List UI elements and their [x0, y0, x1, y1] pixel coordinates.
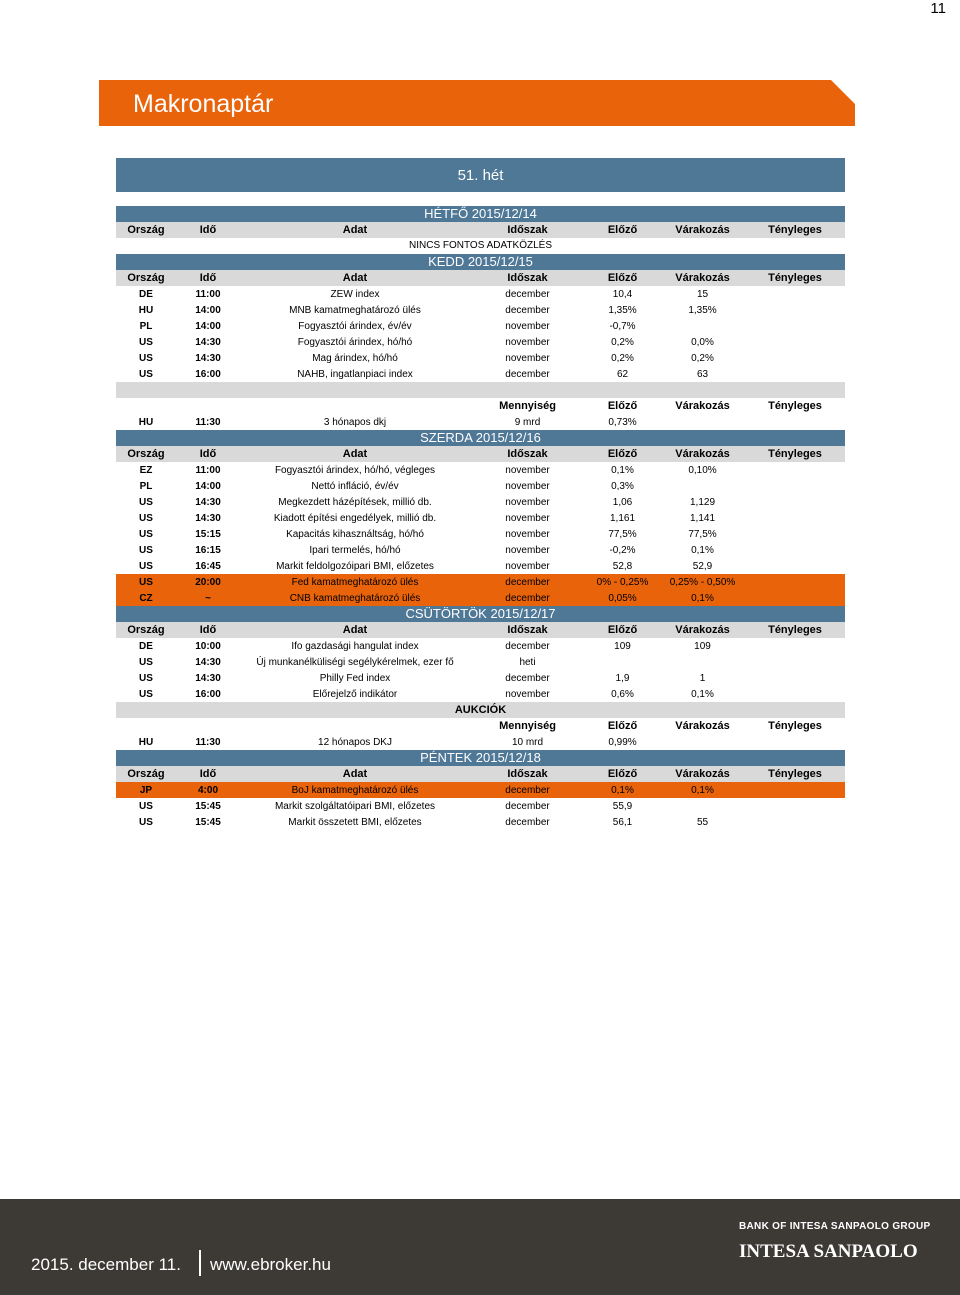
header-expected: Várakozás	[675, 768, 730, 780]
cell-country: US	[139, 688, 153, 700]
cell-time: 14:00	[195, 304, 221, 316]
table-row	[116, 478, 845, 494]
table-row	[116, 558, 845, 574]
header-quantity: Mennyiség	[499, 720, 556, 732]
table-row	[116, 638, 845, 654]
table-row	[116, 510, 845, 526]
cell-time: 11:30	[195, 736, 221, 748]
cell-previous: 55,9	[612, 800, 633, 812]
cell-country: HU	[138, 416, 154, 428]
cell-indicator: CNB kamatmeghatározó ülés	[289, 592, 421, 604]
header-expected: Várakozás	[675, 400, 730, 412]
cell-previous: 0,1%	[611, 464, 634, 476]
cell-indicator: ZEW index	[330, 288, 380, 300]
day-title-friday: PÉNTEK 2015/12/18	[116, 750, 845, 766]
cell-time: 14:30	[195, 352, 221, 364]
cell-expected: 1,141	[689, 512, 716, 524]
cell-indicator: 12 hónapos DKJ	[318, 736, 392, 748]
cell-time: 14:30	[195, 336, 221, 348]
page-footer	[0, 1199, 960, 1295]
cell-expected: 1,129	[689, 496, 716, 508]
cell-time: 14:30	[195, 656, 221, 668]
header-country: Ország	[127, 624, 165, 636]
footer-date: 2015. december 11.	[31, 1255, 181, 1274]
table-row	[116, 782, 845, 798]
cell-expected: 52,9	[692, 560, 713, 572]
header-period: Időszak	[507, 224, 548, 236]
cell-country: US	[139, 352, 153, 364]
cell-previous: 0% - 0,25%	[596, 576, 649, 588]
cell-time: 20:00	[195, 576, 221, 588]
cell-country: US	[139, 800, 153, 812]
macro-calendar-table	[116, 158, 845, 830]
cell-previous: 62	[616, 368, 629, 380]
cell-previous: 0,3%	[611, 480, 634, 492]
table-row	[116, 366, 845, 382]
header-country: Ország	[127, 272, 165, 284]
banner-corner-fold	[831, 80, 855, 104]
cell-indicator: Markit összetett BMI, előzetes	[288, 816, 422, 828]
cell-previous: -0,7%	[609, 320, 636, 332]
intesa-sanpaolo-logo	[739, 1237, 929, 1263]
no-data-note: NINCS FONTOS ADATKÖZLÉS	[409, 240, 552, 251]
header-country: Ország	[127, 768, 165, 780]
cell-expected: 1,35%	[688, 304, 717, 316]
cell-indicator: Megkezdett házépítések, millió db.	[278, 496, 432, 508]
table-row	[116, 814, 845, 830]
cell-expected: 0,2%	[691, 352, 714, 364]
cell-country: CZ	[139, 592, 153, 604]
header-actual: Tényleges	[768, 272, 822, 284]
cell-country: US	[139, 560, 153, 572]
cell-period: november	[505, 496, 550, 508]
cell-indicator: Fed kamatmeghatározó ülés	[291, 576, 419, 588]
cell-indicator: 3 hónapos dkj	[323, 416, 387, 428]
cell-expected: 15	[696, 288, 709, 300]
header-data: Adat	[342, 448, 368, 460]
cell-previous: 1,161	[609, 512, 636, 524]
cell-previous: 0,73%	[608, 416, 637, 428]
cell-indicator: MNB kamatmeghatározó ülés	[289, 304, 421, 316]
cell-previous: 0,2%	[611, 352, 634, 364]
cell-time: 14:30	[195, 496, 221, 508]
cell-indicator: Új munkanélküliségi segélykérelmek, ezer fő	[256, 656, 454, 668]
column-header-row	[116, 222, 845, 238]
cell-period: december	[505, 800, 550, 812]
cell-expected: 77,5%	[688, 528, 717, 540]
cell-indicator: Előrejelző indikátor	[312, 688, 398, 700]
cell-time: 11:00	[195, 288, 221, 300]
cell-indicator: Fogyasztói árindex, hó/hó	[297, 336, 413, 348]
header-time: Idő	[199, 448, 217, 460]
cell-previous: 56,1	[612, 816, 633, 828]
cell-indicator: BoJ kamatmeghatározó ülés	[291, 784, 419, 796]
cell-previous: 1,06	[612, 496, 633, 508]
cell-expected: 63	[696, 368, 709, 380]
footer-url[interactable]: www.ebroker.hu	[210, 1255, 331, 1274]
cell-period: december	[505, 304, 550, 316]
cell-country: JP	[139, 784, 153, 796]
table-row	[116, 414, 845, 430]
cell-country: US	[139, 368, 153, 380]
cell-country: HU	[138, 304, 154, 316]
header-actual: Tényleges	[768, 400, 822, 412]
table-row	[116, 542, 845, 558]
cell-country: PL	[139, 480, 153, 492]
cell-country: HU	[138, 736, 154, 748]
cell-indicator: Markit szolgáltatóipari BMI, előzetes	[274, 800, 436, 812]
column-header-row	[116, 446, 845, 462]
cell-period: november	[505, 512, 550, 524]
cell-time: 14:00	[195, 480, 221, 492]
header-expected: Várakozás	[675, 224, 730, 236]
table-row	[116, 302, 845, 318]
cell-indicator: Fogyasztói árindex, év/év	[298, 320, 412, 332]
cell-time: 15:15	[195, 528, 221, 540]
cell-period: november	[505, 352, 550, 364]
day-title-thursday: CSÜTÖRTÖK 2015/12/17	[116, 606, 845, 622]
logo-text: INTESA SANPAOLO	[739, 1241, 918, 1262]
cell-indicator: Ipari termelés, hó/hó	[309, 544, 401, 556]
header-country: Ország	[127, 448, 165, 460]
header-previous: Előző	[607, 624, 638, 636]
table-row	[116, 574, 845, 590]
header-expected: Várakozás	[675, 448, 730, 460]
cell-period: december	[505, 368, 550, 380]
cell-country: US	[139, 512, 153, 524]
cell-country: US	[139, 336, 153, 348]
column-header-row	[116, 766, 845, 782]
footer-separator	[199, 1250, 201, 1276]
cell-time: 14:30	[195, 672, 221, 684]
auction-section-label: AUKCIÓK	[116, 702, 845, 718]
header-period: Időszak	[507, 768, 548, 780]
cell-expected: 55	[696, 816, 709, 828]
cell-country: US	[139, 496, 153, 508]
cell-expected: 0,10%	[688, 464, 717, 476]
bank-group-label: BANK OF INTESA SANPAOLO GROUP	[739, 1221, 931, 1232]
header-data: Adat	[342, 624, 368, 636]
cell-period: heti	[519, 656, 536, 668]
cell-previous: 52,8	[612, 560, 633, 572]
cell-country: DE	[139, 640, 153, 652]
friday-rows	[116, 782, 845, 830]
cell-indicator: Markit feldolgozóipari BMI, előzetes	[276, 560, 434, 572]
cell-time: 16:15	[195, 544, 221, 556]
cell-previous: 10,4	[612, 288, 633, 300]
page-number: 11	[930, 0, 946, 17]
header-data: Adat	[342, 768, 368, 780]
header-time: Idő	[199, 272, 217, 284]
header-previous: Előző	[607, 768, 638, 780]
header-previous: Előző	[607, 448, 638, 460]
header-actual: Tényleges	[768, 768, 822, 780]
cell-period: december	[505, 288, 550, 300]
cell-indicator: NAHB, ingatlanpiaci index	[297, 368, 413, 380]
header-previous: Előző	[607, 720, 638, 732]
header-period: Időszak	[507, 448, 548, 460]
wednesday-rows	[116, 462, 845, 606]
cell-period: november	[505, 560, 550, 572]
cell-time: 10:00	[195, 640, 221, 652]
cell-period: december	[505, 640, 550, 652]
cell-previous: 0,2%	[611, 336, 634, 348]
cell-time: 16:45	[195, 560, 221, 572]
cell-period: 9 mrd	[514, 416, 541, 428]
header-actual: Tényleges	[768, 624, 822, 636]
cell-previous: 77,5%	[608, 528, 637, 540]
table-row	[116, 494, 845, 510]
spacer	[116, 192, 845, 206]
banner-title: Makronaptár	[133, 90, 274, 118]
cell-previous: 0,1%	[611, 784, 634, 796]
cell-previous: 0,6%	[611, 688, 634, 700]
cell-time: 4:00	[197, 784, 218, 796]
header-actual: Tényleges	[768, 720, 822, 732]
cell-time: 14:00	[195, 320, 221, 332]
cell-expected: 109	[694, 640, 711, 652]
cell-expected: 0,1%	[691, 784, 714, 796]
cell-period: november	[505, 336, 550, 348]
week-title: 51. hét	[116, 158, 845, 192]
cell-time: 15:45	[195, 800, 221, 812]
header-expected: Várakozás	[675, 624, 730, 636]
header-quantity: Mennyiség	[499, 400, 556, 412]
section-banner	[99, 80, 855, 126]
table-row	[116, 686, 845, 702]
cell-indicator: Nettó infláció, év/év	[311, 480, 399, 492]
cell-indicator: Mag árindex, hó/hó	[312, 352, 398, 364]
table-row	[116, 334, 845, 350]
cell-previous: 0,05%	[608, 592, 637, 604]
cell-previous: 109	[614, 640, 631, 652]
column-header-row	[116, 270, 845, 286]
cell-period: december	[505, 816, 550, 828]
cell-previous: -0,2%	[609, 544, 636, 556]
cell-previous: 1,35%	[608, 304, 637, 316]
cell-time: 14:30	[195, 512, 221, 524]
table-row	[116, 798, 845, 814]
header-actual: Tényleges	[768, 224, 822, 236]
cell-country: PL	[139, 320, 153, 332]
header-time: Idő	[199, 224, 217, 236]
cell-time: 16:00	[195, 368, 221, 380]
cell-expected: 0,1%	[691, 592, 714, 604]
cell-period: 10 mrd	[511, 736, 544, 748]
table-row	[116, 286, 845, 302]
cell-period: november	[505, 528, 550, 540]
table-row	[116, 350, 845, 366]
cell-time: 11:30	[195, 416, 221, 428]
cell-indicator: Kiadott építési engedélyek, millió db.	[273, 512, 437, 524]
cell-period: december	[505, 592, 550, 604]
cell-country: US	[139, 528, 153, 540]
auction-header-row	[116, 398, 845, 414]
cell-time: 15:45	[195, 816, 221, 828]
cell-period: december	[505, 672, 550, 684]
header-expected: Várakozás	[675, 720, 730, 732]
cell-previous: 0,99%	[608, 736, 637, 748]
cell-period: november	[505, 320, 550, 332]
cell-expected: 0,0%	[691, 336, 714, 348]
table-row	[116, 654, 845, 670]
tuesday-auction-rows	[116, 414, 845, 430]
header-actual: Tényleges	[768, 448, 822, 460]
cell-indicator: Philly Fed index	[319, 672, 391, 684]
cell-time: 16:00	[195, 688, 221, 700]
header-period: Időszak	[507, 624, 548, 636]
header-previous: Előző	[607, 400, 638, 412]
section-divider	[116, 382, 845, 398]
table-row	[116, 318, 845, 334]
cell-expected: 0,25% - 0,50%	[669, 576, 736, 588]
cell-indicator: Kapacitás kihasználtság, hó/hó	[286, 528, 424, 540]
cell-country: US	[139, 672, 153, 684]
header-time: Idő	[199, 624, 217, 636]
cell-period: november	[505, 688, 550, 700]
cell-time: 11:00	[195, 464, 221, 476]
table-row	[116, 590, 845, 606]
cell-country: US	[139, 544, 153, 556]
cell-expected: 1	[699, 672, 706, 684]
header-country: Ország	[127, 224, 165, 236]
cell-country: US	[139, 656, 153, 668]
cell-indicator: Fogyasztói árindex, hó/hó, végleges	[274, 464, 436, 476]
cell-country: EZ	[139, 464, 153, 476]
header-period: Időszak	[507, 272, 548, 284]
table-row	[116, 526, 845, 542]
cell-expected: 0,1%	[691, 688, 714, 700]
table-row	[116, 670, 845, 686]
cell-time: ~	[205, 592, 211, 604]
header-data: Adat	[342, 272, 368, 284]
header-data: Adat	[342, 224, 368, 236]
table-row	[116, 734, 845, 750]
thursday-auction-rows	[116, 734, 845, 750]
cell-period: november	[505, 544, 550, 556]
cell-country: DE	[139, 288, 153, 300]
cell-period: november	[505, 480, 550, 492]
header-previous: Előző	[607, 272, 638, 284]
cell-expected: 0,1%	[691, 544, 714, 556]
cell-period: december	[505, 784, 550, 796]
auction-header-row	[116, 718, 845, 734]
thursday-rows	[116, 638, 845, 702]
table-row	[116, 462, 845, 478]
header-previous: Előző	[607, 224, 638, 236]
tuesday-rows	[116, 286, 845, 382]
cell-period: november	[505, 464, 550, 476]
cell-previous: 1,9	[615, 672, 630, 684]
cell-country: US	[139, 576, 153, 588]
day-title-monday: HÉTFŐ 2015/12/14	[116, 206, 845, 222]
header-time: Idő	[199, 768, 217, 780]
cell-indicator: Ifo gazdasági hangulat index	[291, 640, 419, 652]
cell-period: december	[505, 576, 550, 588]
day-title-wednesday: SZERDA 2015/12/16	[116, 430, 845, 446]
column-header-row	[116, 622, 845, 638]
header-expected: Várakozás	[675, 272, 730, 284]
cell-country: US	[139, 816, 153, 828]
day-title-tuesday: KEDD 2015/12/15	[116, 254, 845, 270]
